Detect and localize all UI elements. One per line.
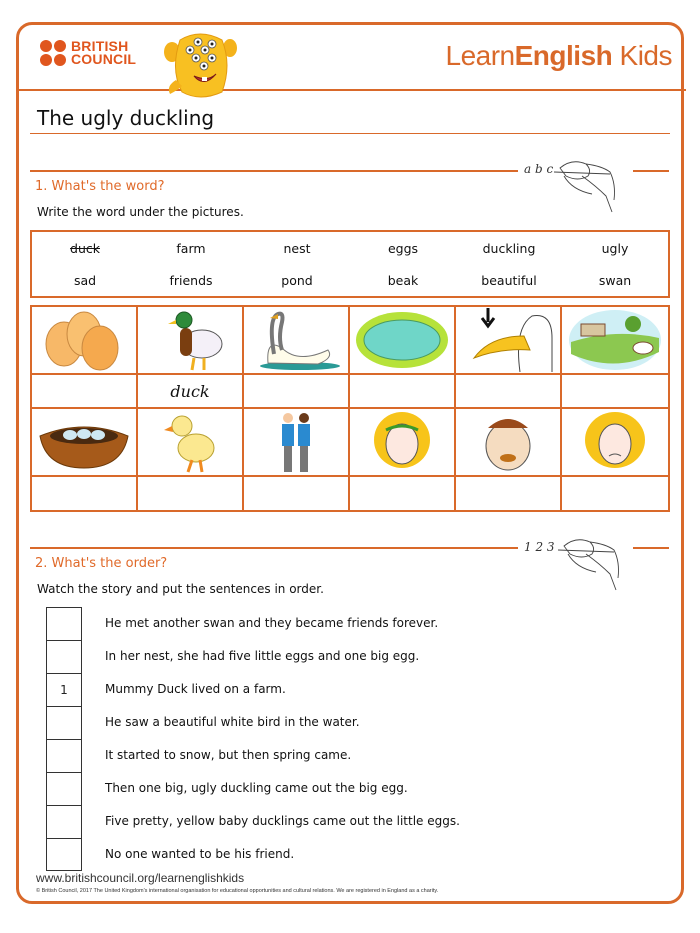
sentence: Then one big, ugly duckling came out the big egg. [105, 781, 408, 795]
answer-cell[interactable] [562, 477, 668, 511]
answer-text: duck [170, 381, 210, 401]
eggs-picture-icon [36, 308, 132, 372]
sentence: Five pretty, yellow baby ducklings came out the little eggs. [105, 814, 460, 828]
picture-cell [350, 307, 456, 375]
answer-cell[interactable] [350, 375, 456, 409]
answer-cell[interactable] [244, 375, 350, 409]
brand-learn: Learn [445, 40, 515, 71]
farm-picture-icon [567, 308, 663, 372]
beautiful-woman-picture-icon [354, 410, 450, 474]
answer-cell[interactable] [32, 477, 138, 511]
section2-heading: 2. What's the order? [35, 556, 168, 571]
order-input-box[interactable] [46, 706, 82, 739]
picture-cell [456, 307, 562, 375]
order-input-box[interactable] [46, 838, 82, 871]
sentence: He saw a beautiful white bird in the water. [105, 715, 360, 729]
picture-cell [138, 307, 244, 375]
picture-grid [30, 305, 670, 512]
title-underline [30, 133, 670, 134]
british-council-dots-icon [40, 40, 66, 66]
word-bank-item: beautiful [481, 272, 537, 288]
learnenglish-kids-logo [446, 40, 673, 72]
picture-cell [244, 409, 350, 477]
answer-cell[interactable] [456, 375, 562, 409]
sentence: In her nest, she had five little eggs and one big egg. [105, 649, 420, 663]
word-bank-item: beak [387, 272, 419, 288]
brand-line-1: BRITISH [71, 38, 129, 54]
duckling-picture-icon [142, 410, 238, 474]
section2-hand-label: 1 2 3 [524, 540, 555, 554]
answer-cell[interactable] [138, 477, 244, 511]
sentence: It started to snow, but then spring came. [105, 748, 352, 762]
sentence: No one wanted to be his friend. [105, 847, 295, 861]
answer-cell[interactable] [32, 375, 138, 409]
order-boxes [46, 607, 82, 871]
word-bank-item: nest [283, 240, 311, 256]
picture-cell [456, 409, 562, 477]
answer-cell[interactable] [138, 375, 244, 409]
order-input-box[interactable] [46, 739, 82, 772]
picture-cell [562, 307, 668, 375]
section1-rule-left [30, 170, 518, 172]
swan-picture-icon [248, 308, 344, 372]
british-council-logo [40, 40, 136, 66]
answer-cell[interactable] [350, 477, 456, 511]
word-bank-item: sad [73, 272, 97, 288]
answer-cell[interactable] [244, 477, 350, 511]
word-bank-item: pond [281, 272, 313, 288]
picture-cell [32, 307, 138, 375]
picture-cell [138, 409, 244, 477]
word-bank-item: friends [169, 272, 213, 288]
section1-heading: 1. What's the word? [35, 179, 165, 194]
footer-copyright: © British Council, 2017 The United Kingdom's international organisation for educational opportunities and cultural relations. We are registered in England as a charity. [36, 888, 439, 894]
sad-woman-picture-icon [567, 410, 663, 474]
word-bank [30, 230, 670, 298]
sentence-list [105, 607, 460, 871]
duck-picture-icon [142, 308, 238, 372]
writing-hand-icon [552, 160, 632, 215]
order-input-box[interactable] [46, 772, 82, 805]
section2-rule-right [633, 547, 669, 549]
word-bank-item: swan [598, 272, 632, 288]
ugly-face-picture-icon [460, 410, 556, 474]
word-bank-item: farm [176, 240, 206, 256]
nest-picture-icon [36, 410, 132, 474]
order-input-box[interactable] [46, 607, 82, 640]
pond-picture-icon [354, 308, 450, 372]
order-input-box[interactable] [46, 805, 82, 838]
picture-cell [350, 409, 456, 477]
monster-mascot-icon [160, 30, 240, 100]
writing-hand-icon [556, 538, 636, 593]
section1-rule-right [633, 170, 669, 172]
footer-url[interactable]: www.britishcouncil.org/learnenglishkids [36, 871, 245, 885]
beak-picture-icon [460, 308, 556, 372]
brand-kids: Kids [612, 40, 672, 71]
answer-cell[interactable] [562, 375, 668, 409]
picture-cell [562, 409, 668, 477]
section1-instruction: Write the word under the pictures. [37, 205, 244, 219]
order-input-box[interactable]: 1 [46, 673, 82, 706]
sentence: He met another swan and they became friends forever. [105, 616, 439, 630]
answer-cell[interactable] [456, 477, 562, 511]
friends-picture-icon [248, 410, 344, 474]
header-divider [16, 89, 686, 91]
section2-rule-left [30, 547, 518, 549]
sentence: Mummy Duck lived on a farm. [105, 682, 286, 696]
section2-instruction: Watch the story and put the sentences in order. [37, 582, 324, 596]
word-bank-item: duckling [482, 240, 536, 256]
word-bank-item: eggs [387, 240, 419, 256]
brand-line-2: COUNCIL [71, 51, 137, 67]
word-bank-item: ugly [601, 240, 629, 256]
page-title: The ugly duckling [37, 106, 215, 130]
picture-cell [244, 307, 350, 375]
section1-hand-label: a b c [524, 162, 554, 176]
word-bank-item: duck [70, 240, 100, 256]
order-input-box[interactable] [46, 640, 82, 673]
brand-english: English [514, 40, 613, 71]
picture-cell [32, 409, 138, 477]
